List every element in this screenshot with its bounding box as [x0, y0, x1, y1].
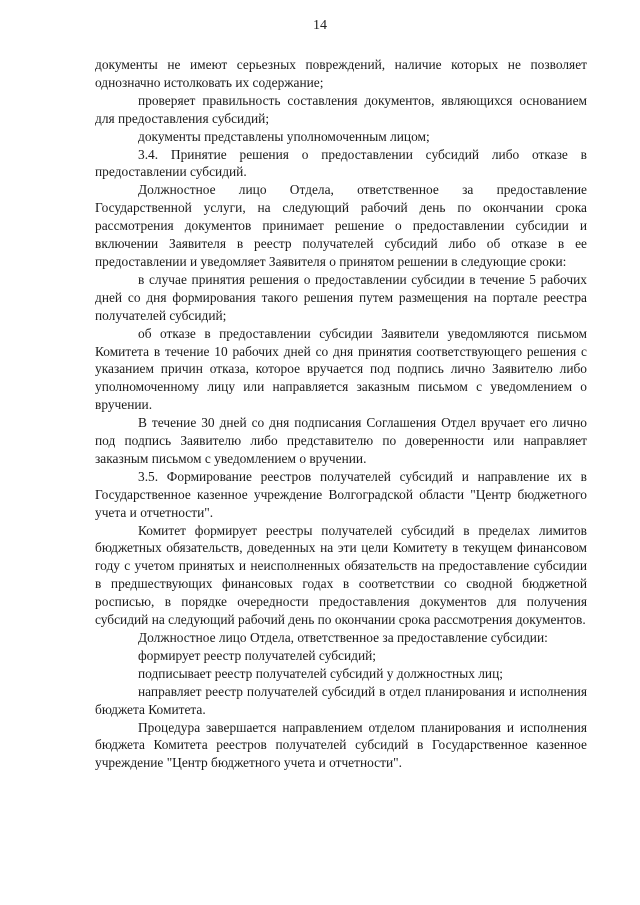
paragraph-procedure-completion: Процедура завершается направлением отделом планирования и исполнения бюджета Комитета реестров получателей субсидий в Государственное казенное учреждение "Центр бюджетного учета и отчетности". — [95, 719, 587, 771]
list-item-forms-register: формирует реестр получателей субсидий; — [138, 647, 377, 663]
paragraph-official-decision: Должностное лицо Отдела, ответственное за предоставление Государственной услуги, на следующий рабочий день по окончании срока рассмотрения документов принимает решение о предоставлении субсидии и включении Заявителя в реестр получателей субсидий либо об отказе в ее предоставлении и уведомляет Заявителя о принятом решении в следующие сроки: — [95, 182, 587, 269]
list-item-signs-register: подписывает реестр получателей субсидий у должностных лиц; — [138, 665, 503, 681]
document-body — [95, 56, 587, 772]
paragraph-authorized-person: документы представлены уполномоченным лицом; — [138, 128, 430, 144]
paragraph-agreement-delivery: В течение 30 дней со дня подписания Соглашения Отдел вручает его лично под подпись Заявителю либо представителю по доверенности или направляет заказным письмом с уведомлением о вручении. — [95, 415, 587, 466]
page-number: 14 — [313, 18, 327, 33]
section-heading-3-5: 3.5. Формирование реестров получателей субсидий и направление их в Государственное казенное учреждение Волгоградской области "Центр бюджетного учета и отчетности". — [95, 468, 587, 520]
paragraph-committee-registers: Комитет формирует реестры получателей субсидий в пределах лимитов бюджетных обязательств, доведенных на эти цели Комитету в текущем финансовом году с учетом принятых и неисполненных обязательств на предоставление субсидии в предшествующих финансовых годах в соответствии со сводной бюджетной росписью, в порядке очередности предоставления документов для получения субсидий на следующий рабочий день по окончании срока рассмотрения документов. — [95, 522, 587, 628]
section-heading-3-4: 3.4. Принятие решения о предоставлении субсидий либо отказе в предоставлении субсидий. — [95, 146, 587, 180]
list-item-sends-register: направляет реестр получателей субсидий в отдел планирования и исполнения бюджета Комитета. — [95, 683, 587, 717]
paragraph-official-responsible: Должностное лицо Отдела, ответственное за предоставление субсидии: — [138, 630, 548, 645]
paragraph-refusal-notice: об отказе в предоставлении субсидии Заявители уведомляются письмом Комитета в течение 10 рабочих дней со дня принятия соответствующего решения с указанием причин отказа, которое вручается под подпись лично Заявителю либо уполномоченному лицу или направляется заказным письмом с уведомлением о вручении. — [95, 325, 587, 413]
paragraph-documents-undamaged: документы не имеют серьезных повреждений, наличие которых не позволяет однозначно истолковать их содержание; — [95, 57, 587, 90]
paragraph-approval-term: в случае принятия решения о предоставлении субсидии в течение 5 рабочих дней со дня формирования такого решения путем размещения на портале реестра получателей субсидий; — [95, 271, 587, 323]
paragraph-checks-correctness: проверяет правильность составления документов, являющихся основанием для предоставления субсидий; — [95, 92, 587, 126]
